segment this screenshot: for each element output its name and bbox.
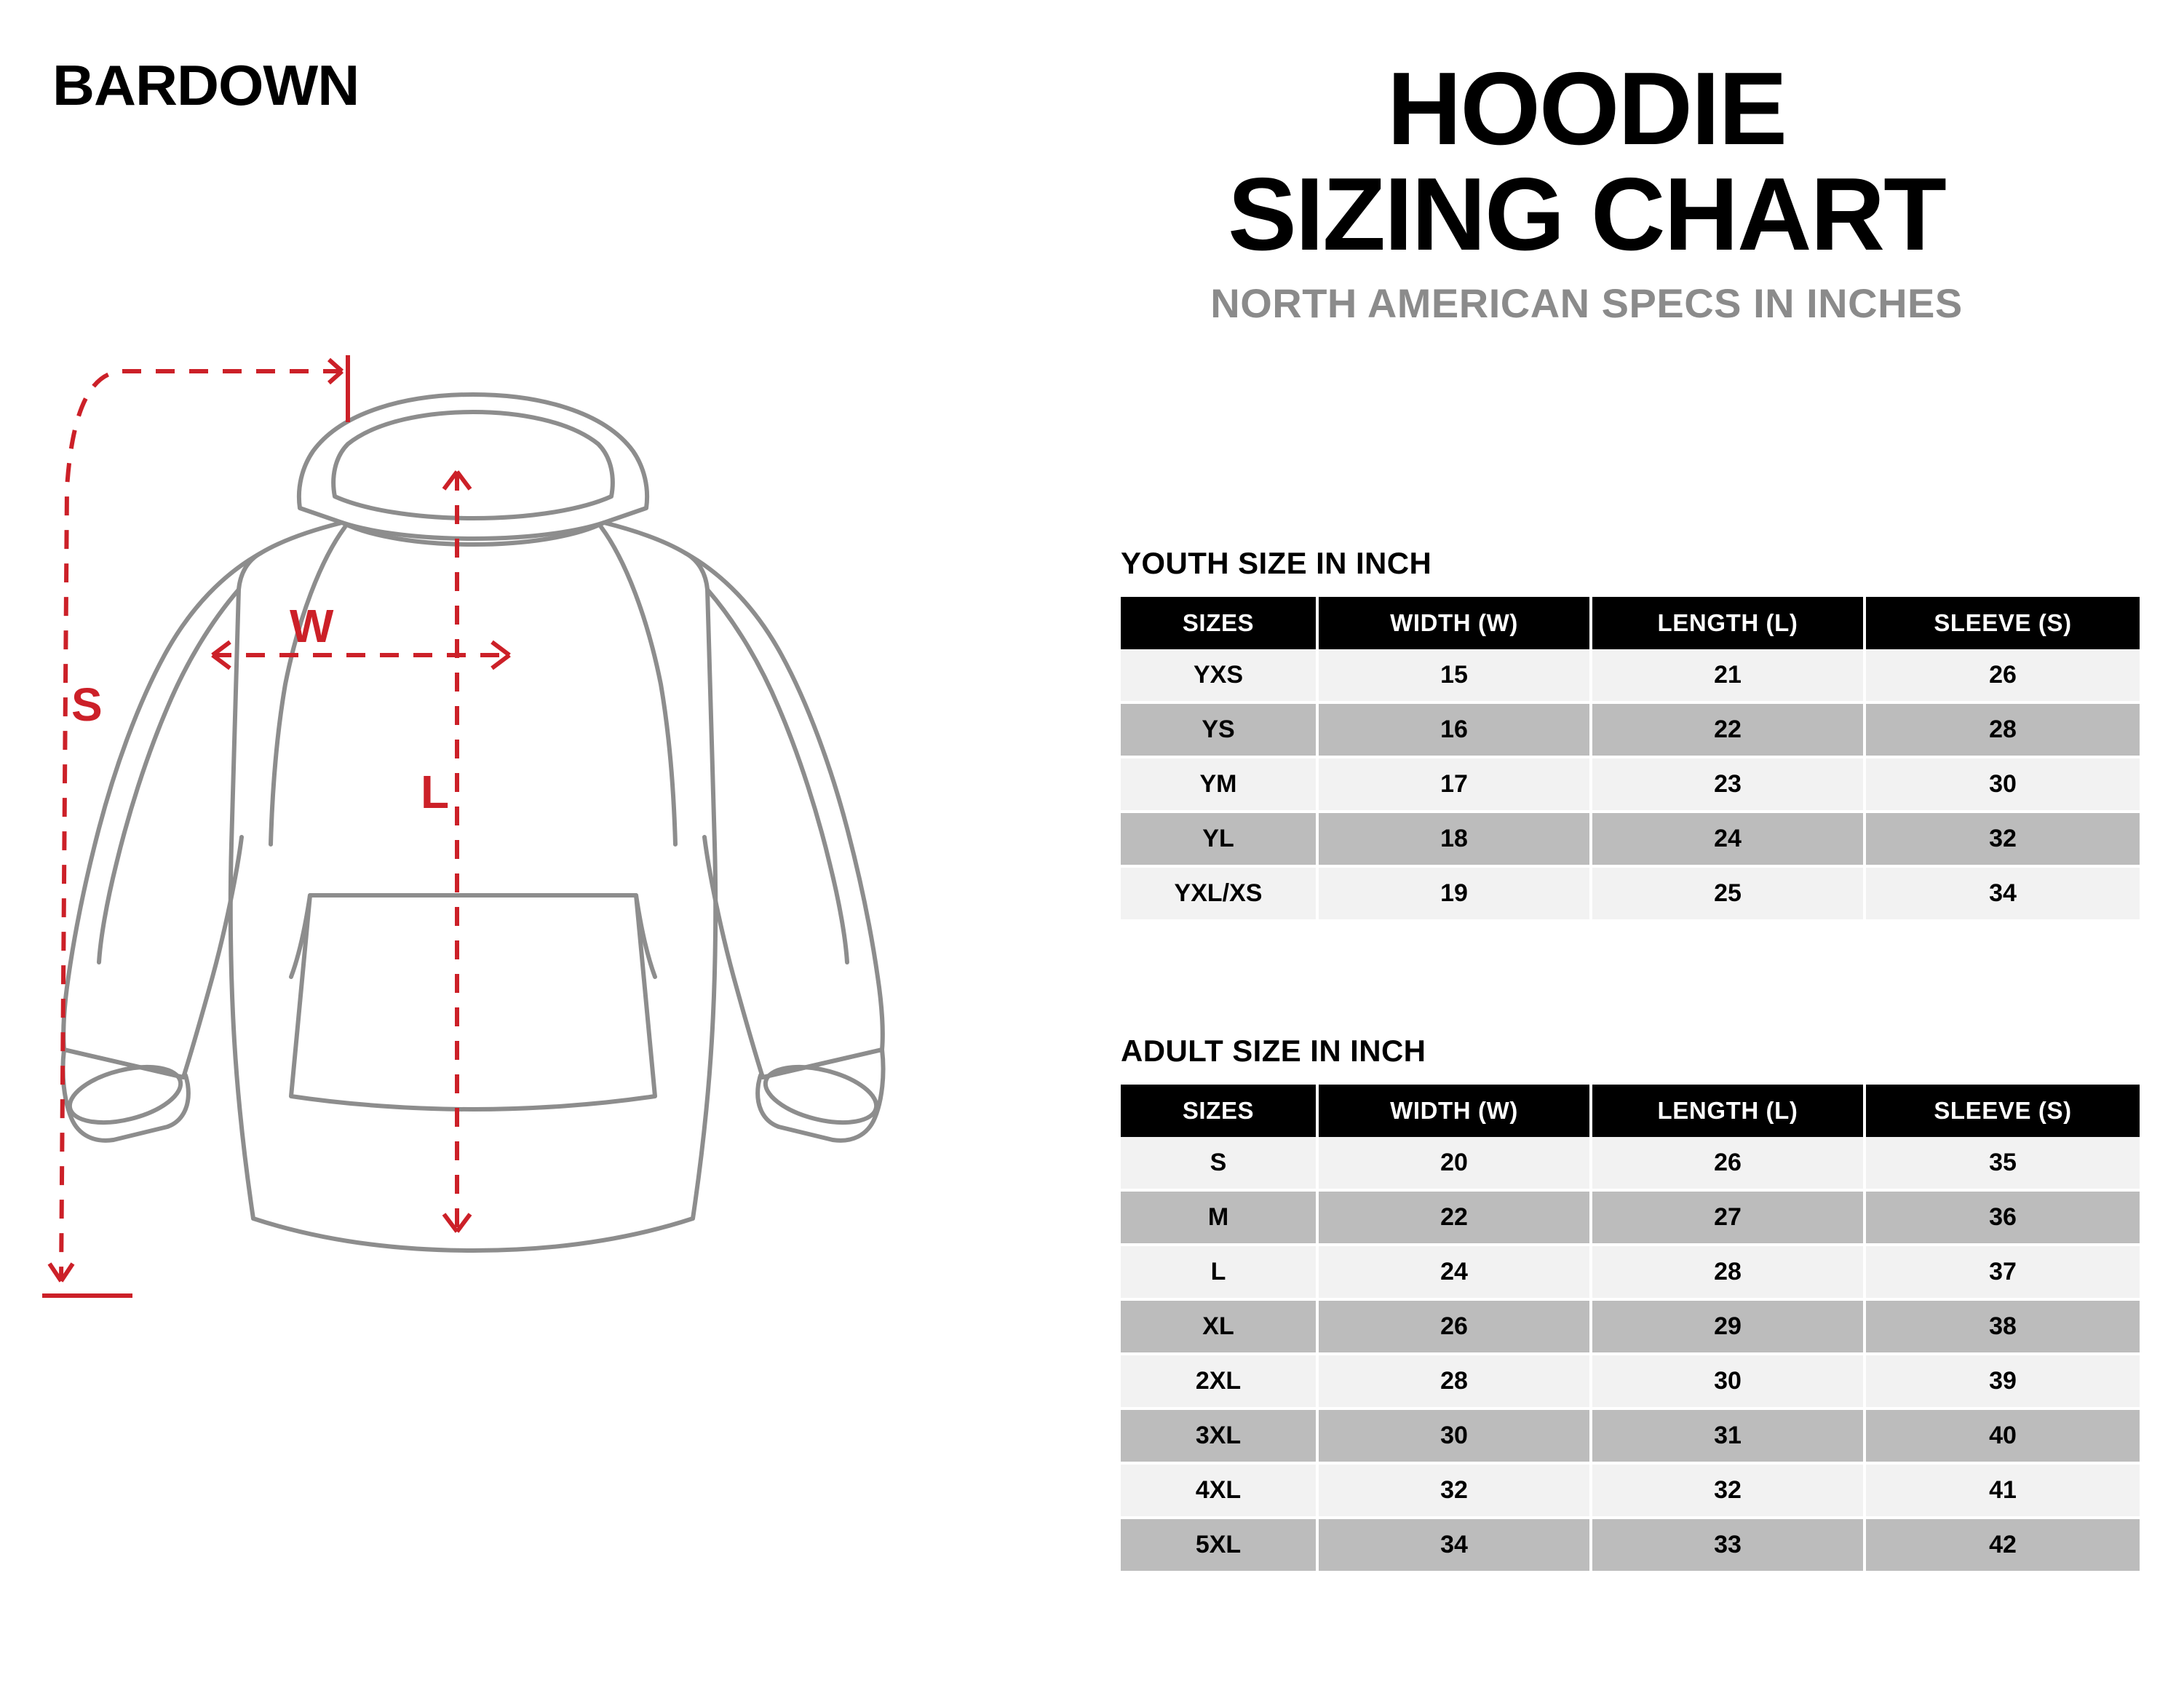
cell-length: 27 [1591,1190,1865,1245]
table-row [1121,1299,2140,1354]
cell-length: 24 [1591,812,1865,866]
cell-sleeve: 38 [1865,1299,2140,1354]
cell-size: M [1121,1190,1317,1245]
column-header-sizes: SIZES [1121,597,1317,649]
cell-size: 4XL [1121,1463,1317,1518]
cell-length: 28 [1591,1245,1865,1299]
table-header-row [1121,597,2140,649]
adult-size-section [1121,1034,2140,1574]
cell-size: YL [1121,812,1317,866]
table-row [1121,649,2140,702]
cell-sleeve: 36 [1865,1190,2140,1245]
table-row [1121,812,2140,866]
cell-width: 34 [1317,1518,1591,1572]
table-row [1121,1463,2140,1518]
cell-sleeve: 30 [1865,757,2140,812]
table-row [1121,1518,2140,1572]
cell-width: 28 [1317,1354,1591,1408]
cell-width: 18 [1317,812,1591,866]
cell-width: 20 [1317,1137,1591,1190]
column-header-sleeve: SLEEVE (S) [1865,1085,2140,1137]
cell-size: 2XL [1121,1354,1317,1408]
cell-length: 30 [1591,1354,1865,1408]
table-row [1121,702,2140,757]
cell-width: 16 [1317,702,1591,757]
page-title [1048,51,2125,327]
cell-width: 30 [1317,1408,1591,1463]
table-row [1121,866,2140,921]
cell-length: 23 [1591,757,1865,812]
cell-size: YXS [1121,649,1317,702]
column-header-length: LENGTH (L) [1591,1085,1865,1137]
adult-size-table [1121,1085,2140,1574]
cell-sleeve: 34 [1865,866,2140,921]
cell-sleeve: 39 [1865,1354,2140,1408]
cell-size: 5XL [1121,1518,1317,1572]
youth-table-caption: YOUTH SIZE IN INCH [1121,546,1432,580]
cell-size: L [1121,1245,1317,1299]
cell-length: 29 [1591,1299,1865,1354]
cell-size: 3XL [1121,1408,1317,1463]
hoodie-diagram [29,342,1048,1419]
cell-size: YM [1121,757,1317,812]
table-row [1121,1354,2140,1408]
cell-sleeve: 28 [1865,702,2140,757]
cell-width: 17 [1317,757,1591,812]
cell-width: 26 [1317,1299,1591,1354]
column-header-sleeve: SLEEVE (S) [1865,597,2140,649]
cell-size: XL [1121,1299,1317,1354]
table-row [1121,1190,2140,1245]
cell-sleeve: 41 [1865,1463,2140,1518]
cell-length: 22 [1591,702,1865,757]
label-l: L [421,766,450,818]
cell-sleeve: 35 [1865,1137,2140,1190]
hoodie-outline-icon [63,395,883,1251]
cell-sleeve: 40 [1865,1408,2140,1463]
cell-width: 15 [1317,649,1591,702]
cell-width: 19 [1317,866,1591,921]
table-row [1121,1245,2140,1299]
column-header-width: WIDTH (W) [1317,1085,1591,1137]
cell-width: 22 [1317,1190,1591,1245]
title-line-2: SIZING CHART [1228,156,1945,272]
table-row [1121,757,2140,812]
cell-length: 31 [1591,1408,1865,1463]
column-header-sizes: SIZES [1121,1085,1317,1137]
title-line-1: HOODIE [1386,51,1787,167]
cell-sleeve: 32 [1865,812,2140,866]
cell-sleeve: 37 [1865,1245,2140,1299]
youth-size-table [1121,597,2140,922]
cell-width: 32 [1317,1463,1591,1518]
cell-length: 32 [1591,1463,1865,1518]
cell-size: YXL/XS [1121,866,1317,921]
cell-length: 21 [1591,649,1865,702]
label-s: S [71,678,103,731]
cell-length: 26 [1591,1137,1865,1190]
column-header-width: WIDTH (W) [1317,597,1591,649]
column-header-length: LENGTH (L) [1591,597,1865,649]
table-header-row [1121,1085,2140,1137]
cell-length: 33 [1591,1518,1865,1572]
cell-width: 24 [1317,1245,1591,1299]
cell-size: YS [1121,702,1317,757]
page-subtitle: NORTH AMERICAN SPECS IN INCHES [1210,280,1963,326]
table-row [1121,1408,2140,1463]
label-w: W [290,600,334,652]
cell-sleeve: 42 [1865,1518,2140,1572]
youth-size-section [1121,546,2140,922]
table-row [1121,1137,2140,1190]
cell-length: 25 [1591,866,1865,921]
measurement-lines [42,342,509,1296]
cell-size: S [1121,1137,1317,1190]
brand-logo: BARDOWN [52,53,360,117]
adult-table-caption: ADULT SIZE IN INCH [1121,1034,1426,1068]
cell-sleeve: 26 [1865,649,2140,702]
